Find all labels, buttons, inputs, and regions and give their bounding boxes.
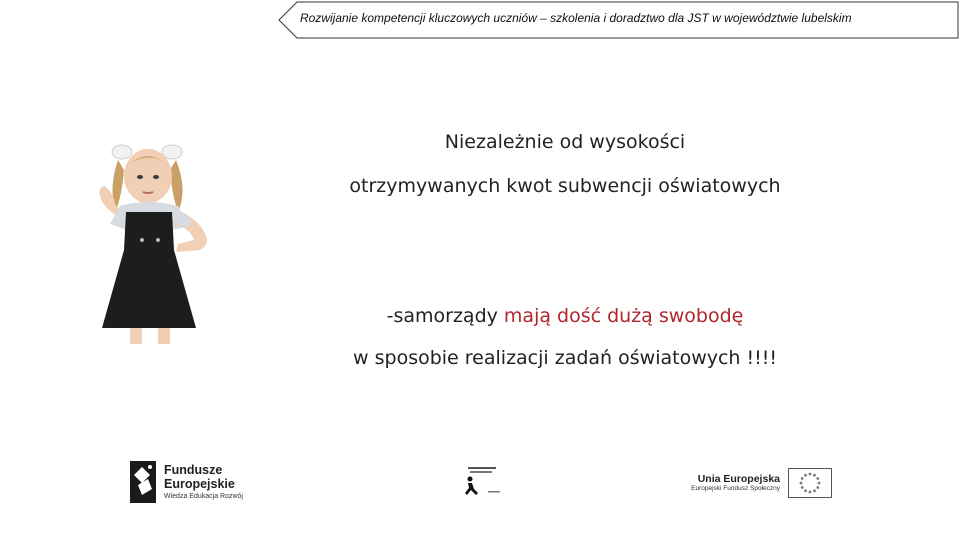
content-line-3-highlight: mają dość dużą swobodę <box>503 305 744 327</box>
fe-logo-line-1: Fundusze <box>164 463 223 477</box>
fe-logo-line-3: Wiedza Edukacja Rozwój <box>164 493 243 500</box>
ue-logo-line-2: Europejski Fundusz Społeczny <box>691 485 780 492</box>
fundusze-europejskie-mark-icon <box>128 459 158 505</box>
eu-flag-icon <box>788 468 832 498</box>
regional-runner-logo-icon <box>460 465 505 497</box>
header-banner <box>0 0 960 42</box>
content-line-1: Niezależnie od wysokości <box>444 131 686 153</box>
content-line-3 <box>250 305 880 327</box>
unia-europejska-logo <box>686 468 836 500</box>
fundusze-europejskie-logo <box>128 459 268 507</box>
ue-logo-line-1: Unia Europejska <box>697 473 780 485</box>
girl-thinking-photo <box>60 140 260 350</box>
content-line-4: w sposobie realizacji zadań oświatowych !!!! <box>353 347 777 369</box>
fe-logo-line-2: Europejskie <box>164 477 235 491</box>
header-title: Rozwijanie kompetencji kluczowych uczniów – szkolenia i doradztwo dla JST w województwie lubelskim <box>300 11 852 25</box>
content-line-2: otrzymywanych kwot subwencji oświatowych <box>349 175 781 197</box>
content-line-3-prefix: -samorządy <box>386 305 504 327</box>
